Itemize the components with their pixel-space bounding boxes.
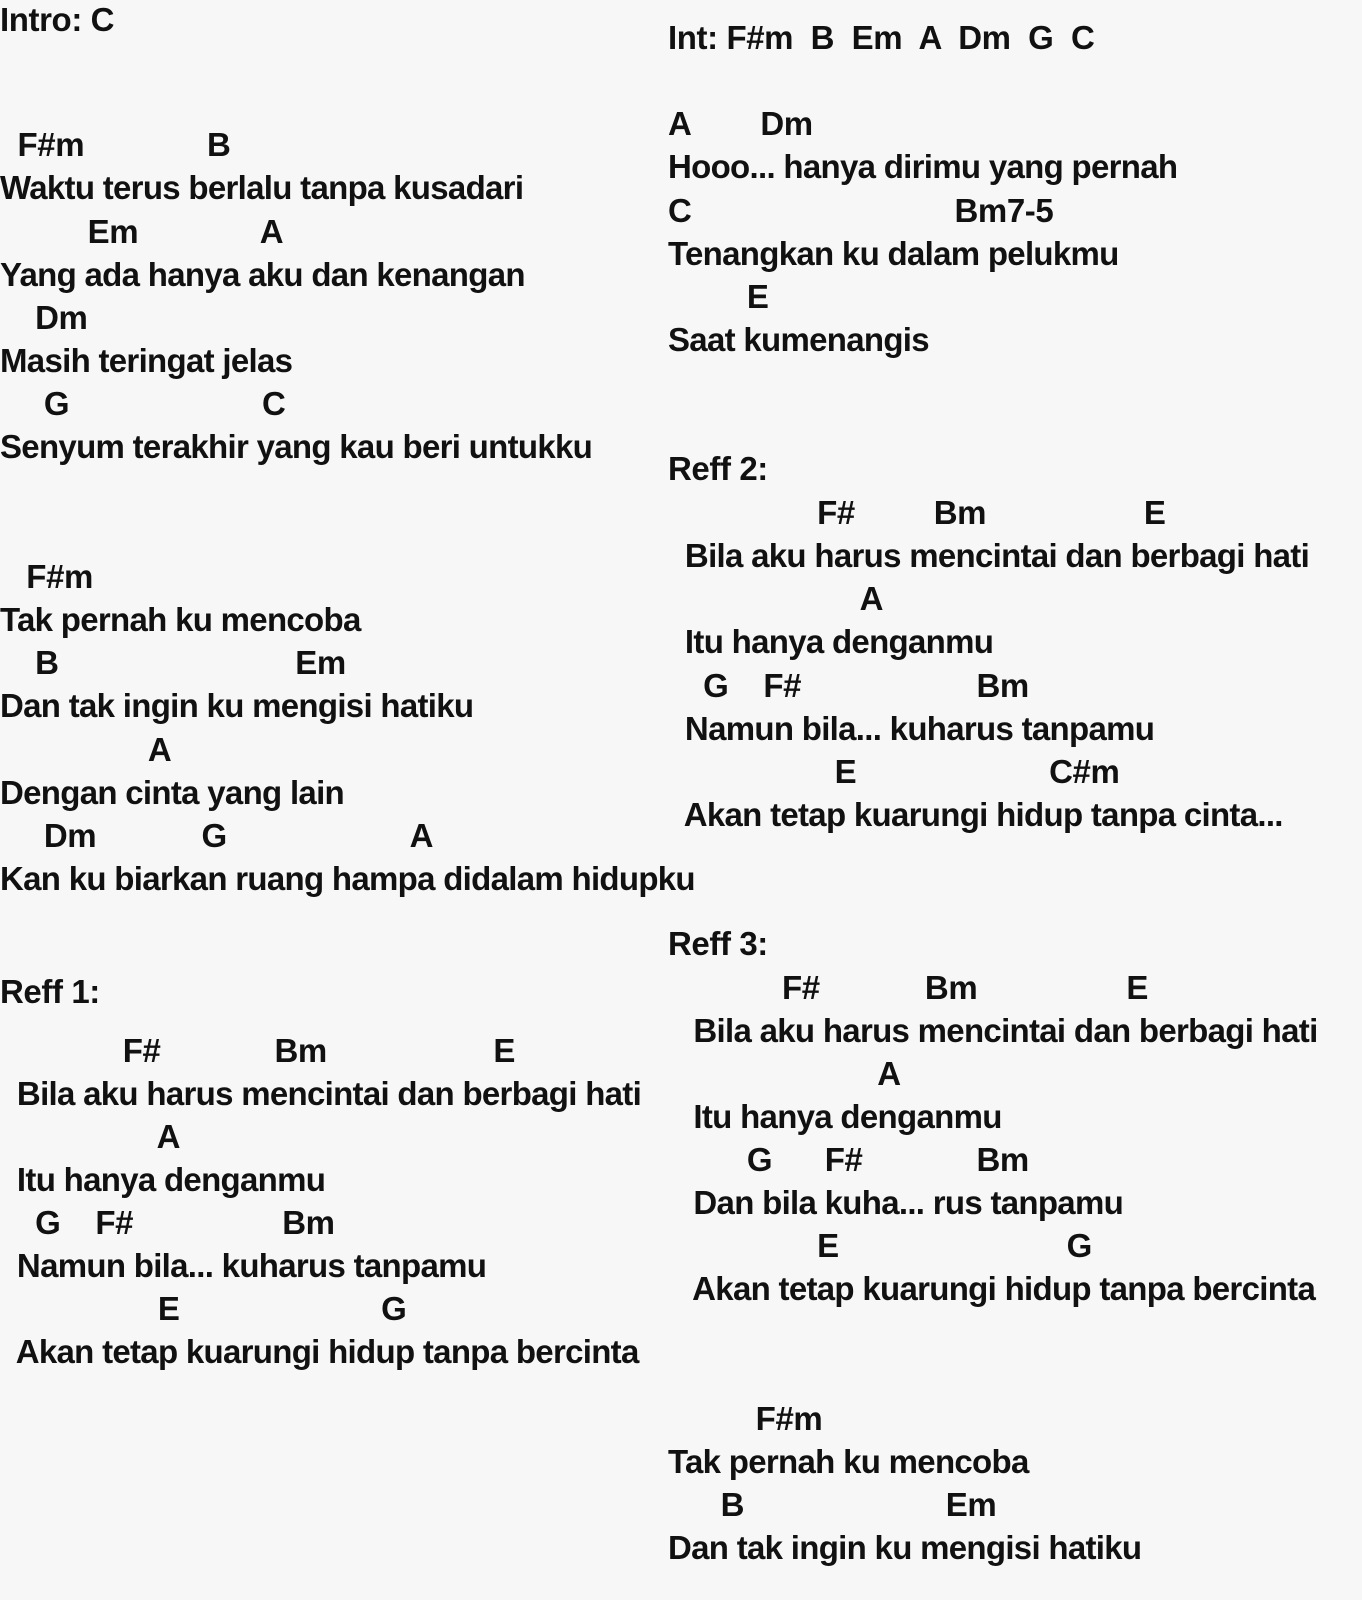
lyric-line: Itu hanya denganmu <box>668 623 994 660</box>
lyric-line: Dan bila kuha... rus tanpamu <box>668 1184 1124 1221</box>
chord-line: G F# Bm <box>668 1141 1029 1178</box>
chord-line: F# Bm E <box>0 1032 516 1069</box>
chord-line: E G <box>668 1227 1092 1264</box>
lyric-line: Namun bila... kuharus tanpamu <box>668 710 1155 747</box>
section-heading: Reff 3: <box>668 925 768 962</box>
lyric-line: Saat kumenangis <box>668 321 929 358</box>
lyric-line: Akan tetap kuarungi hidup tanpa bercinta <box>668 1270 1316 1307</box>
lyric-line: Bila aku harus mencintai dan berbagi hati <box>668 1012 1318 1049</box>
chord-line: Dm <box>0 299 88 336</box>
chord-line: E <box>668 278 769 315</box>
chord-line: E C#m <box>668 753 1120 790</box>
chord-line: G F# Bm <box>668 667 1029 704</box>
chord-line: C Bm7-5 <box>668 192 1054 229</box>
lyric-line: Tak pernah ku mencoba <box>668 1443 1029 1480</box>
lyric-line: Akan tetap kuarungi hidup tanpa cinta... <box>668 796 1283 833</box>
chord-line: F# Bm E <box>668 494 1166 531</box>
chord-line: B Em <box>668 1486 997 1523</box>
section-heading: Reff 2: <box>668 450 768 487</box>
chord-line: A <box>668 580 884 617</box>
lyric-line: Hooo... hanya dirimu yang pernah <box>668 148 1178 185</box>
lyric-line: Tenangkan ku dalam pelukmu <box>668 235 1119 272</box>
chord-line: E G <box>0 1290 407 1327</box>
chord-line: G F# Bm <box>0 1204 335 1241</box>
chord-line: G C <box>0 385 286 422</box>
chord-line: A <box>0 731 172 768</box>
lyric-line: Dan tak ingin ku mengisi hatiku <box>668 1529 1142 1566</box>
lyric-line: Akan tetap kuarungi hidup tanpa bercinta <box>0 1333 639 1370</box>
lyric-line: Bila aku harus mencintai dan berbagi hati <box>0 1075 642 1112</box>
lyric-line: Itu hanya denganmu <box>0 1161 326 1198</box>
lyric-line: Bila aku harus mencintai dan berbagi hati <box>668 537 1310 574</box>
lyric-line: Masih teringat jelas <box>0 342 293 379</box>
lyric-line: Senyum terakhir yang kau beri untukku <box>0 428 593 465</box>
section-heading: Reff 1: <box>0 973 100 1010</box>
lyric-line: Yang ada hanya aku dan kenangan <box>0 256 525 293</box>
lyric-line: Itu hanya denganmu <box>668 1098 1002 1135</box>
lyric-line: Namun bila... kuharus tanpamu <box>0 1247 487 1284</box>
chord-line: F#m <box>668 1400 823 1437</box>
lyric-line: Kan ku biarkan ruang hampa didalam hidupku <box>0 860 695 897</box>
chord-line: A Dm <box>668 105 813 142</box>
chord-line: Dm G A <box>0 817 434 854</box>
chord-line: F#m <box>0 558 93 595</box>
lyric-line: Dan tak ingin ku mengisi hatiku <box>0 687 474 724</box>
section-heading: Int: F#m B Em A Dm G C <box>668 19 1095 56</box>
chord-line: B Em <box>0 644 346 681</box>
chord-line: F#m B <box>0 126 231 163</box>
lyric-line: Waktu terus berlalu tanpa kusadari <box>0 169 524 206</box>
lyric-line: Tak pernah ku mencoba <box>0 601 361 638</box>
chord-line: F# Bm E <box>668 969 1148 1006</box>
chord-line: Em A <box>0 213 284 250</box>
section-heading: Intro: C <box>0 1 115 38</box>
lyric-line: Dengan cinta yang lain <box>0 774 345 811</box>
chord-line: A <box>668 1055 901 1092</box>
chord-line: A <box>0 1118 181 1155</box>
